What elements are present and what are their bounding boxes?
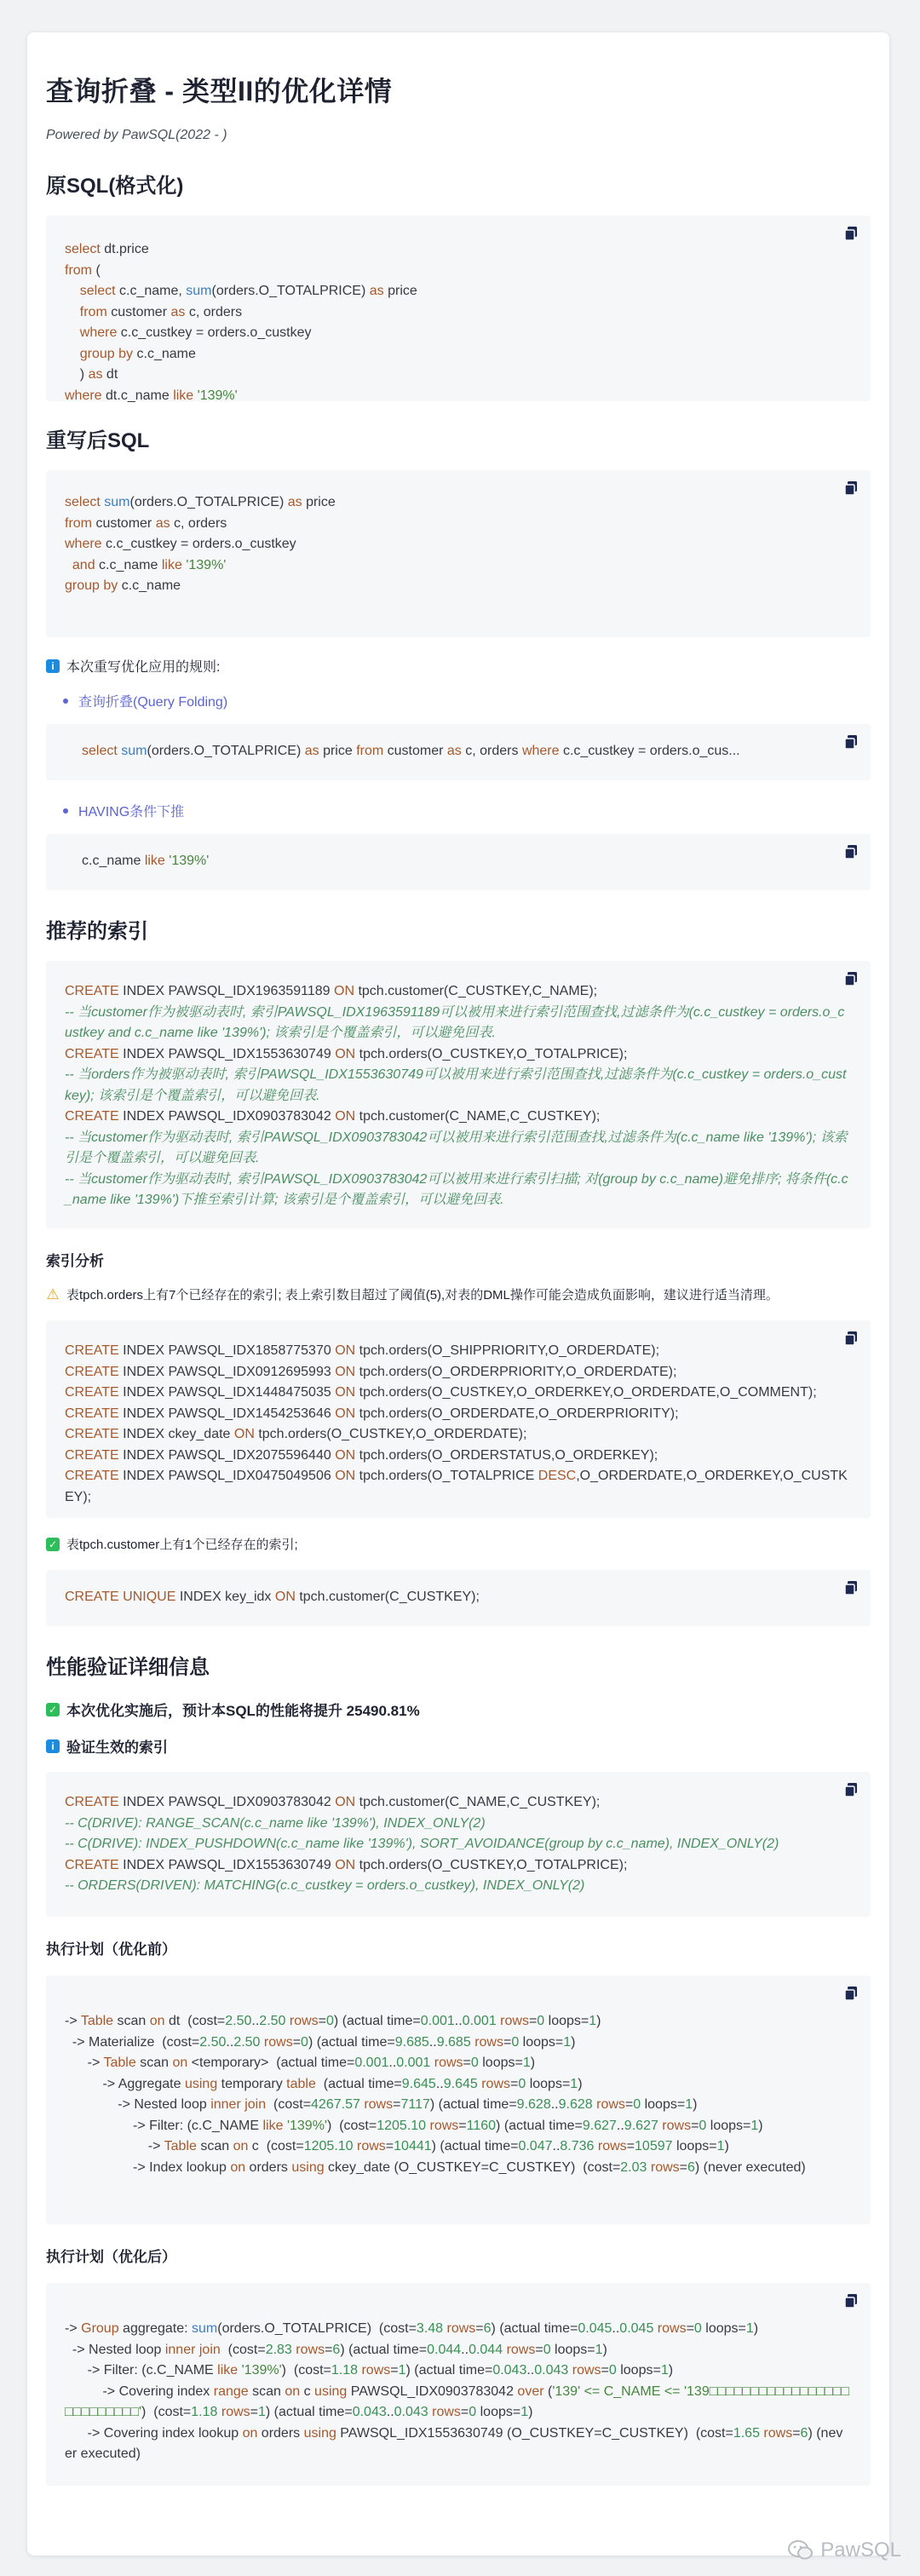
effective-index-label: 验证生效的索引 xyxy=(66,1739,168,1756)
report-card xyxy=(27,32,889,2556)
perf-gain-text: 本次优化实施后，预计本SQL的性能将提升 25490.81% xyxy=(66,1703,420,1719)
rule-link-query-folding[interactable]: 查询折叠(Query Folding) xyxy=(78,695,228,710)
original-sql-code: select dt.price from ( select c.c_name, sum(orders.O_TOTALPRICE) as price from customer as c, orders where c.c_custkey = orders.o_custkey group by c.c_name ) as dt where dt.c_name like '139%' xyxy=(46,216,871,401)
bullet-dot xyxy=(63,699,68,704)
copy-icon[interactable] xyxy=(843,1782,859,1797)
rule-item-having-pushdown[interactable] xyxy=(63,801,871,820)
section-perf-details: 性能验证详细信息 xyxy=(46,1656,210,1679)
orders-index-warning xyxy=(46,1285,871,1303)
perf-gain-note xyxy=(46,1699,871,1720)
copy-icon[interactable] xyxy=(843,971,859,986)
rule-query-folding-code: select sum(orders.O_TOTALPRICE) as price from customer as c, orders where c.c_custkey = orders.o_cus... xyxy=(46,724,871,780)
rule-having-pushdown-code: c.c_name like '139%' xyxy=(46,834,871,890)
rules-applied-note xyxy=(46,656,871,676)
powered-by: Powered by PawSQL(2022 - ) xyxy=(46,128,227,142)
copy-icon[interactable] xyxy=(843,1986,859,2001)
check-icon: ✓ xyxy=(46,1538,60,1551)
orders-index-warning-text: 表tpch.orders上有7个已经存在的索引; 表上索引数目超过了阈值(5),对表的DML操作可能会造成负面影响，建议进行适当清理。 xyxy=(66,1288,779,1302)
customer-index-note-text: 表tpch.customer上有1个已经存在的索引; xyxy=(66,1538,298,1552)
rules-applied-label: 本次重写优化应用的规则: xyxy=(66,660,221,675)
section-plan-after: 执行计划（优化后） xyxy=(46,2249,176,2265)
customer-existing-index-code: CREATE UNIQUE INDEX key_idx ON tpch.customer(C_CUSTKEY); xyxy=(46,1570,871,1626)
section-recommended-index: 推荐的索引 xyxy=(46,920,148,943)
rewritten-sql-code: select sum(orders.O_TOTALPRICE) as price from customer as c, orders where c.c_custkey = orders.o_custkey and c.c_name like '139%' group by c.c_name xyxy=(46,470,871,637)
copy-icon[interactable] xyxy=(843,480,859,496)
page-title: 查询折叠 - 类型II的优化详情 xyxy=(46,76,393,106)
watermark-text: PawSQL xyxy=(820,2539,901,2562)
section-index-analysis: 索引分析 xyxy=(46,1253,104,1269)
copy-icon[interactable] xyxy=(843,844,859,860)
plan-before-code: -> Table scan on dt (cost=2.50..2.50 rows=0) (actual time=0.001..0.001 rows=0 loops=1) -> Materialize (cost=2.50..2.50 rows=0) (actual time=9.685..9.685 rows=0 loops=1) -> Table scan on <temporary> (actual time=0.001..0.001 rows=0 loops=1) -> Aggregate using temporary table (actual time=9.645..9.645 rows=0 loops=1) -> Nested loop inner join (cost=4267.57 rows=7117) (actual time=9.628..9.628 rows=0 loops=1) -> Filter: (c.C_NAME like '139%') (cost=1205.10 rows=1160) (actual time=9.627..9.627 rows=0 loops=1) -> Table scan on c (cost=1205.10 rows=10441) (actual time=0.047..8.736 rows=10597 loops=1) -> Index lookup on orders using ckey_date (O_CUSTKEY=C_CUSTKEY) (cost=2.03 rows=6) (never executed) xyxy=(46,1975,871,2224)
wechat-icon xyxy=(788,2539,814,2562)
info-icon: i xyxy=(46,1739,60,1753)
bullet-dot xyxy=(63,808,68,814)
copy-icon[interactable] xyxy=(843,226,859,241)
pawsql-watermark xyxy=(788,2539,901,2562)
rule-link-having-pushdown[interactable]: HAVING条件下推 xyxy=(78,805,185,819)
customer-index-note xyxy=(46,1535,871,1553)
orders-existing-index-code: CREATE INDEX PAWSQL_IDX1858775370 ON tpch.orders(O_SHIPPRIORITY,O_ORDERDATE); CREATE INDEX PAWSQL_IDX0912695993 ON tpch.orders(O_ORDERPRIORITY,O_ORDERDATE); CREATE INDEX PAWSQL_IDX1448475035 ON tpch.orders(O_CUSTKEY,O_ORDERKEY,O_ORDERDATE,O_COMMENT); CREATE INDEX PAWSQL_IDX1454253646 ON tpch.orders(O_ORDERDATE,O_ORDERPRIORITY); CREATE INDEX ckey_date ON tpch.orders(O_CUSTKEY,O_ORDERDATE); CREATE INDEX PAWSQL_IDX2075596440 ON tpch.orders(O_ORDERSTATUS,O_ORDERKEY); CREATE INDEX PAWSQL_IDX0475049506 ON tpch.orders(O_TOTALPRICE DESC,O_ORDERDATE,O_ORDERKEY,O_CUSTKEY); xyxy=(46,1320,871,1518)
plan-after-code: -> Group aggregate: sum(orders.O_TOTALPRICE) (cost=3.48 rows=6) (actual time=0.045..0.045 rows=0 loops=1) -> Nested loop inner join (cost=2.83 rows=6) (actual time=0.044..0.044 rows=0 loops=1) -> Filter: (c.C_NAME like '139%') (cost=1.18 rows=1) (actual time=0.043..0.043 rows=0 loops=1) -> Covering index range scan on c using PAWSQL_IDX0903783042 over ('139' <= C_NAME <= '139□□□□□□□□□□□□□□□□□□□□□□□□□□') (cost=1.18 rows=1) (actual time=0.043..0.043 rows=0 loops=1) -> Covering index lookup on orders using PAWSQL_IDX1553630749 (O_CUSTKEY=C_CUSTKEY) (cost=1.65 rows=6) (never executed) xyxy=(46,2283,871,2486)
warning-icon: ⚠ xyxy=(46,1285,60,1302)
effective-index-note xyxy=(46,1735,871,1757)
recommended-index-code: CREATE INDEX PAWSQL_IDX1963591189 ON tpch.customer(C_CUSTKEY,C_NAME); -- 当customer作为被驱动表时, 索引PAWSQL_IDX1963591189可以被用来进行索引范围查找,过滤条件为(c.c_custkey = orders.o_custkey and c.c_name like '139%'); 该索引是个覆盖索引，可以避免回表. CREATE INDEX PAWSQL_IDX1553630749 ON tpch.orders(O_CUSTKEY,O_TOTALPRICE); -- 当orders作为被驱动表时, 索引PAWSQL_IDX1553630749可以被用来进行索引范围查找,过滤条件为(c.c_custkey = orders.o_custkey); 该索引是个覆盖索引，可以避免回表. CREATE INDEX PAWSQL_IDX0903783042 ON tpch.customer(C_NAME,C_CUSTKEY); -- 当customer作为驱动表时, 索引PAWSQL_IDX0903783042可以被用来进行索引范围查找,过滤条件为(c.c_name like '139%'); 该索引是个覆盖索引，可以避免回表. -- 当customer作为驱动表时, 索引PAWSQL_IDX0903783042可以被用来进行索引扫描; 对(group by c.c_name)避免排序; 将条件(c.c_name like '139%')下推至索引计算; 该索引是个覆盖索引，可以避免回表. xyxy=(46,961,871,1228)
copy-icon[interactable] xyxy=(843,734,859,750)
section-plan-before: 执行计划（优化前） xyxy=(46,1941,176,1958)
check-icon: ✓ xyxy=(46,1703,60,1716)
copy-icon[interactable] xyxy=(843,1331,859,1346)
copy-icon[interactable] xyxy=(843,1580,859,1596)
section-original-sql: 原SQL(格式化) xyxy=(46,175,184,198)
rule-item-query-folding[interactable] xyxy=(63,691,871,710)
section-rewritten-sql: 重写后SQL xyxy=(46,429,150,452)
info-icon: i xyxy=(46,659,60,673)
copy-icon[interactable] xyxy=(843,2293,859,2309)
effective-index-code: CREATE INDEX PAWSQL_IDX0903783042 ON tpch.customer(C_NAME,C_CUSTKEY); -- C(DRIVE): RANGE_SCAN(c.c_name like '139%'), INDEX_ONLY(2) -- C(DRIVE): INDEX_PUSHDOWN(c.c_name like '139%'), SORT_AVOIDANCE(group by c.c_name), INDEX_ONLY(2) CREATE INDEX PAWSQL_IDX1553630749 ON tpch.orders(O_CUSTKEY,O_TOTALPRICE); -- ORDERS(DRIVEN): MATCHING(c.c_custkey = orders.o_custkey), INDEX_ONLY(2) xyxy=(46,1772,871,1917)
